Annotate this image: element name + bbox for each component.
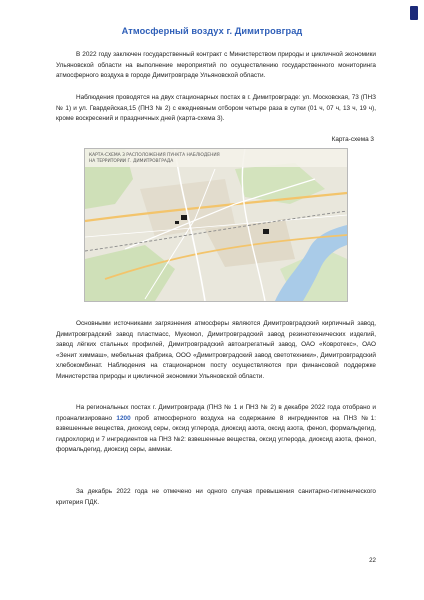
samples-text-after: проб атмосферного воздуха на содержание 8 ингредиентов на ПНЗ №1: взвешенные вещества, диоксид серы, оксид углерода, диоксид азота, оксид азота, фенол, формальдегид, гидрохлорид и 7 ингредиентов на ПНЗ №2: взвешенные вещества, оксид углерода, диоксид азота, фенол, формальдегид, диоксид серы, аммиак.	[56, 414, 377, 454]
paragraph-observation-posts: Наблюдения проводятся на двух стационарных постах в г. Димитровграде: ул. Московская, 73 (ПНЗ № 1) и ул. Гвардейская,15 (ПНЗ № 2) с ежедневным отбором четыре раза в сутки (01 ч, 07 ч, 13 ч, 19 ч), кроме воскресений и праздничных дней (карта-схема 3).	[56, 94, 376, 123]
map-title-line1: КАРТА-СХЕМА 3 РАСПОЛОЖЕНИЯ ПУНКТА НАБЛЮДЕНИЯ	[89, 153, 220, 158]
city-map-image	[84, 148, 348, 302]
samples-count: 1200	[116, 414, 131, 422]
page-title: Атмосферный воздух г. Димитровград	[121, 26, 303, 36]
paragraph-samples	[56, 403, 376, 456]
paragraph-pollution-sources: Основными источниками загрязнения атмосферы являются Димитровградский кирпичный завод, Димитровградский завод пластмасс, Мукомол, Димитровградский завод резинотехнических изделий, завод лёгких стальных профилей, Димитровградский автоагрегатный завод, ОАО «Ковротекс», ОАО «Зенит химмаш», мебельная фабрика, ООО «Димитровградский завод светотехники», Димитровградский хлебокомбинат. Наблюдения на стационарном посту осуществляются при финансовой поддержке Министерства природы и цикличной экономики Ульяновской области.	[56, 320, 376, 380]
map-title-line2: НА ТЕРРИТОРИИ Г. ДИМИТРОВГРАДА	[89, 159, 174, 164]
paragraph-conclusion: За декабрь 2022 года не отмечено ни одного случая превышения санитарно-гигиенического критерия ПДК.	[56, 488, 376, 506]
observation-post-marker	[181, 215, 187, 220]
map-caption: Карта-схема 3	[331, 136, 374, 143]
page-edge-mark	[410, 6, 418, 20]
paragraph-contract: В 2022 году заключен государственный контракт с Министерством природы и цикличной экономики Ульяновской области на выполнение мероприятий по осуществлению государственного мониторинга атмосферного воздуха в городе Димитровграде Ульяновской области.	[56, 51, 376, 80]
samples-text-before: На региональных постах г. Димитровграда (ПНЗ № 1 и ПНЗ № 2) в декабре 2022 года отобрано и проанализировано	[56, 404, 376, 422]
observation-post-marker	[263, 229, 269, 234]
observation-post-marker	[175, 221, 179, 224]
page-number: 22	[369, 557, 376, 564]
